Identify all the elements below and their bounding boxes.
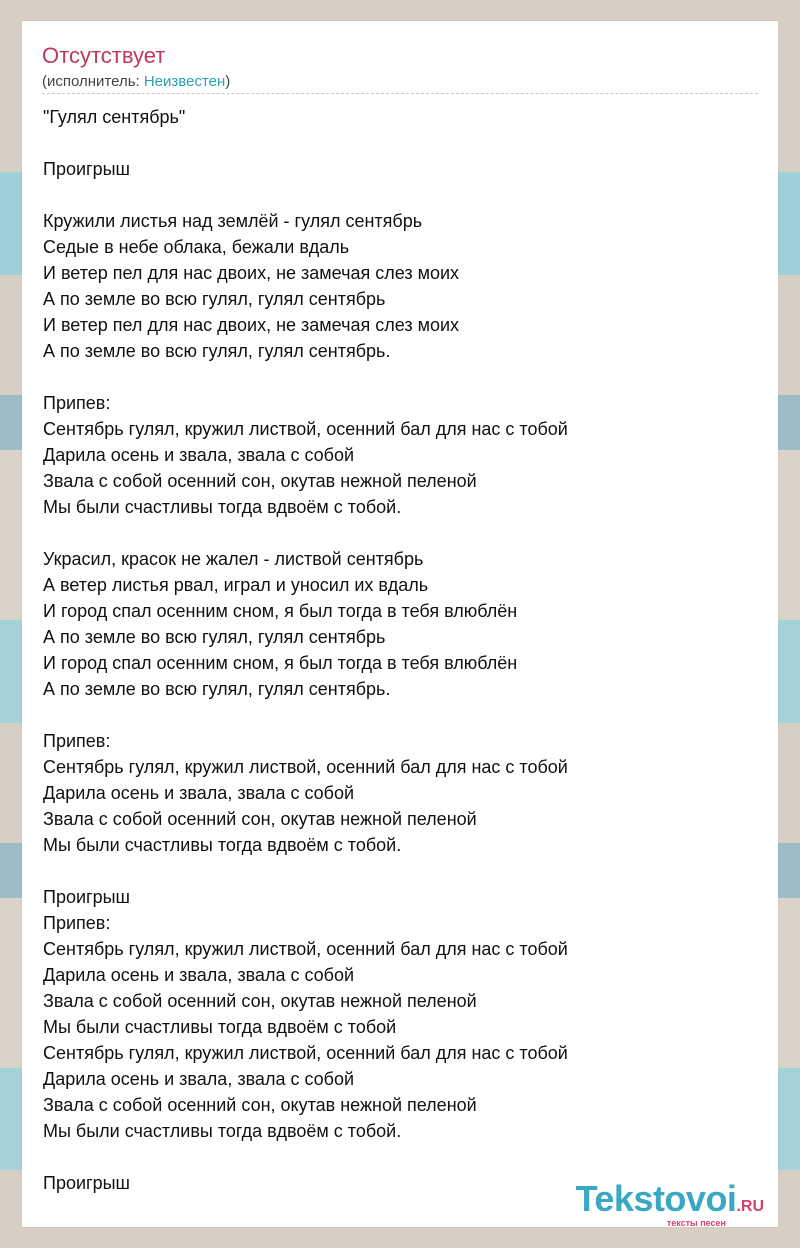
logo-tagline: тексты песен — [666, 1218, 726, 1228]
lyrics-card — [22, 21, 778, 1227]
title-divider — [42, 93, 758, 94]
artist-prefix: (исполнитель: — [42, 73, 144, 90]
logo-brand: Tekstovoi — [575, 1178, 737, 1219]
site-logo[interactable] — [575, 1178, 764, 1228]
song-title: Отсутствует — [42, 43, 166, 68]
artist-link[interactable]: Неизвестен — [143, 73, 226, 90]
logo-tld: .RU — [736, 1198, 764, 1215]
artist-line — [42, 73, 230, 91]
lyrics-text: "Гулял сентябрь" Проигрыш Кружили листья над землёй - гулял сентябрь Седые в небе облака, бежали вдаль И ветер пел для нас двоих, не замечая слез моих А по земле во всю гулял, гулял сентябрь И ветер пел для нас двоих, не замечая слез моих А по земле во всю гулял, гулял сентябрь. Припев: Сентябрь гулял, кружил листвой, осенний бал для нас с тобой Дарила осень и звала, звала с собой Звала с собой осенний сон, окутав нежной пеленой Мы были счастливы тогда вдвоём с тобой. Украсил, красок не жалел - листвой сентябрь А ветер листья рвал, играл и уносил их вдаль И город спал осенним сном, я был тогда в тебя влюблён А по земле во всю гулял, гулял сентябрь И город спал осенним сном, я был тогда в тебя влюблён А по земле во всю гулял, гулял сентябрь. Припев: Сентябрь гулял, кружил листвой, осенний бал для нас с тобой Дарила осень и звала, звала с собой Звала с собой осенний сон, окутав нежной пеленой Мы были счастливы тогда вдвоём с тобой. Проигрыш Припев: Сентябрь гулял, кружил листвой, осенний бал для нас с тобой Дарила осень и звала, звала с собой Звала с собой осенний сон, окутав нежной пеленой Мы были счастливы тогда вдвоём с тобой Сентябрь гулял, кружил листвой, осенний бал для нас с тобой Дарила осень и звала, звала с собой Звала с собой осенний сон, окутав нежной пеленой Мы были счастливы тогда вдвоём с тобой. Проигрыш — [43, 107, 568, 1193]
artist-suffix: ) — [225, 73, 231, 90]
